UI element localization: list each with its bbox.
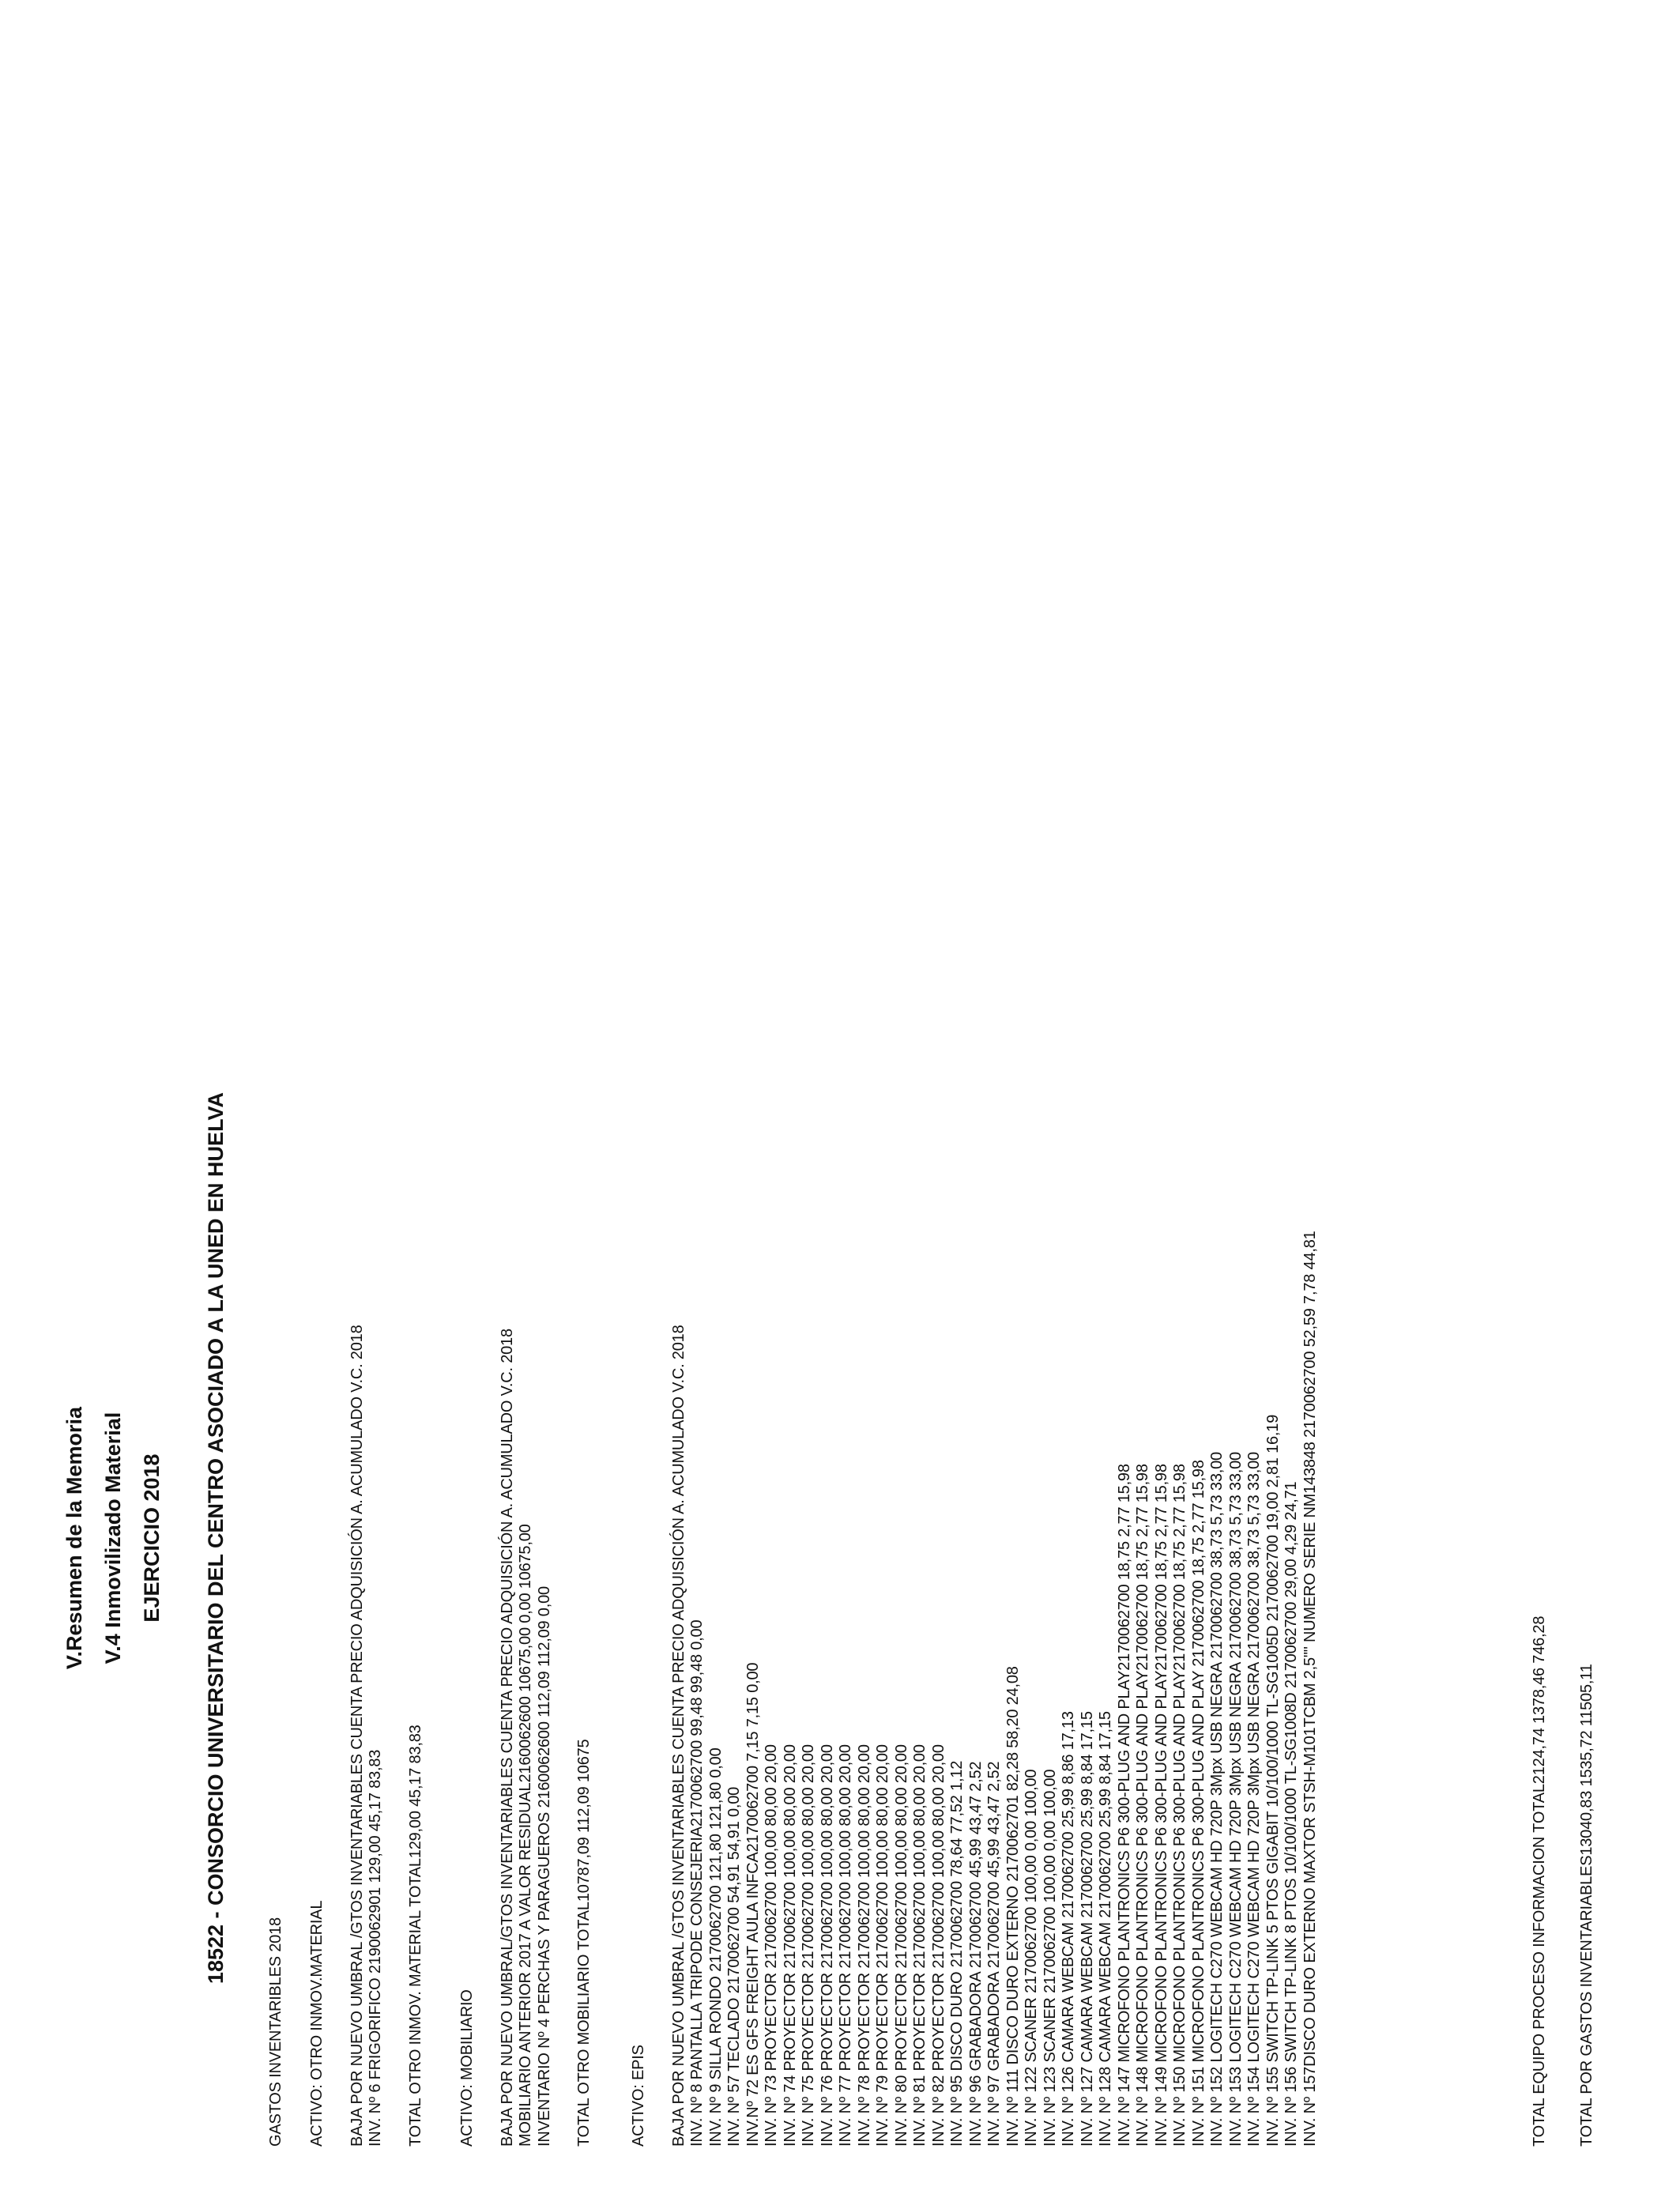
asset-line: INV. Nº 96 GRABADORA 2170062700 45,99 43,47 2,52	[966, 1761, 985, 2147]
asset-line: INV. Nº 123 SCANER 2170062700 100,00 0,00 100,00	[1041, 1769, 1059, 2147]
asset-line: INV. Nº 148 MICROFONO PLANTRONICS P6 300-PLUG AND PLAY2170062700 18,75 2,77 15,98	[1134, 1464, 1151, 2147]
header-inmovilizado: V.4 Inmovilizado Material	[101, 1412, 125, 1664]
asset-line: INV. Nº 78 PROYECTOR 2170062700 100,00 80,00 20,00	[855, 1744, 873, 2147]
asset-line: INV. Nº 95 DISCO DURO 2170062700 78,64 77,52 1,12	[948, 1760, 966, 2147]
asset-line: INV. Nº 79 PROYECTOR 2170062700 100,00 80,00 20,00	[874, 1744, 891, 2147]
asset-line: INV. Nº 150 MICROFONO PLANTRONICS P6 300-PLUG AND PLAY2170062700 18,75 2,77 15,98	[1171, 1464, 1188, 2147]
asset-line: INV. Nº 75 PROYECTOR 2170062700 100,00 80,00 20,00	[800, 1744, 817, 2147]
asset-line: INV. Nº 81 PROYECTOR 2170062700 100,00 80,00 20,00	[911, 1744, 929, 2147]
asset-line: INV. Nº 128 CAMARA WEBCAM 2170062700 25,99 8,84 17,15	[1097, 1711, 1114, 2147]
asset-line: INV. Nº 80 PROYECTOR 2170062700 100,00 80,00 20,00	[892, 1744, 910, 2147]
total-gastos: TOTAL POR GASTOS INVENTARIABLES13040,83 1535,72 11505,11	[1578, 1664, 1595, 2147]
asset-line: INV. Nº 156 SWITCH TP-LINK 8 PTOS 10/100/1000 TL-SG1008D 2170062700 29,00 4,29 24,71	[1283, 1481, 1300, 2147]
asset-line: INV. Nº 153 LOGITECH C270 WEBCAM HD 720P 3Mpx USB NEGRA 2170062700 38,73 5,73 33,00	[1226, 1452, 1245, 2147]
header-ejercicio: EJERCICIO 2018	[140, 1453, 164, 1623]
column-header: BAJA POR NUEVO UMBRAL /GTOS INVENTARIABLES CUENTA PRECIO ADQUISICIÓN A. ACUMULADO V.C. 2018	[348, 1325, 366, 2147]
header-memoria: V.Resumen de la Memoria	[62, 1406, 86, 1670]
column-header: BAJA POR NUEVO UMBRAL /GTOS INVENTARIABLES CUENTA PRECIO ADQUISICIÓN A. ACUMULADO V.C. 2018	[669, 1325, 687, 2147]
asset-line: INV. Nº 97 GRABADORA 2170062700 45,99 43,47 2,52	[985, 1761, 1003, 2147]
asset-line: INV.Nº 72 ES GFS FREIGHT AULA INFCA2170062700 7,15 7,15 0,00	[744, 1662, 762, 2147]
asset-line: INV. Nº 147 MICROFONO PLANTRONICS P6 300-PLUG AND PLAY2170062700 18,75 2,77 15,98	[1115, 1464, 1133, 2147]
section-total: TOTAL OTRO MOBILIARIO TOTAL10787,09 112,09 10675	[575, 1739, 593, 2147]
asset-line: INV. Nº 155 SWITCH TP-LINK 5 PTOS GIGABIT 10/100/1000 TL-SG1005D 2170062700 19,00 2,81 16,19	[1264, 1414, 1282, 2147]
section-epis	[630, 1231, 1320, 2147]
asset-line: INV. Nº 76 PROYECTOR 2170062700 100,00 80,00 20,00	[818, 1744, 836, 2147]
asset-line: INV. Nº 77 PROYECTOR 2170062700 100,00 80,00 20,00	[837, 1744, 854, 2147]
asset-line: INVENTARIO Nº 4 PERCHAS Y PARAGUEROS 2160062600 112,09 112,09 0,00	[535, 1586, 553, 2147]
asset-line: INV. Nº 157DISCO DURO EXTERNO MAXTOR STSH-M101TCBM 2,5"" NUMERO SERIE NM143848 2170062700 52,59 7,78 44,81	[1301, 1231, 1319, 2147]
asset-line: INV. Nº 149 MICROFONO PLANTRONICS P6 300-PLUG AND PLAY2170062700 18,75 2,77 15,98	[1152, 1464, 1170, 2147]
asset-line: INV. Nº 122 SCANER 2170062700 100,00 0,00 100,00	[1023, 1769, 1040, 2147]
asset-line: INV. Nº 74 PROYECTOR 2170062700 100,00 80,00 20,00	[781, 1744, 799, 2147]
total-equipo: TOTAL EQUIPO PROCESO INFORMACION TOTAL2124,74 1378,46 746,28	[1531, 1615, 1548, 2147]
asset-line: INV. Nº 126 CAMARA WEBCAM 2170062700 25,99 8,86 17,13	[1060, 1711, 1077, 2147]
asset-line: INV. Nº 82 PROYECTOR 2170062700 100,00 80,00 20,00	[929, 1744, 947, 2147]
header-consorcio: 18522 - CONSORCIO UNIVERSITARIO DEL CENTRO ASOCIADO A LA UNED EN HUELVA	[204, 1091, 228, 1985]
asset-line: INV. Nº 8 PANTALLA TRIPODE CONSEJERIA2170062700 99,48 99,48 0,00	[688, 1619, 706, 2147]
activo-label: ACTIVO: EPIS	[630, 2045, 647, 2147]
asset-line: INV. Nº 151 MICROFONO PLANTRONICS P6 300-PLUG AND PLAY 2170062700 18,75 2,77 15,98	[1189, 1460, 1207, 2147]
activo-label: ACTIVO: OTRO INMOV.MATERIAL	[308, 1900, 326, 2147]
gastos-title: GASTOS INVENTARIBLES 2018	[267, 1917, 284, 2147]
asset-line: INV. Nº 127 CAMARA WEBCAM 2170062700 25,99 8,84 17,15	[1078, 1711, 1096, 2147]
section-total: TOTAL OTRO INMOV. MATERIAL TOTAL129,00 45,17 83,83	[406, 1725, 424, 2147]
asset-line: INV. Nº 9 SILLA RONDO 2170062700 121,80 121,80 0,00	[706, 1747, 725, 2147]
asset-line: INV. Nº 111 DISCO DURO EXTERNO 2170062701 82,28 58,20 24,08	[1004, 1666, 1022, 2147]
column-header: BAJA POR NUEVO UMBRAL/GTOS INVENTARIABLES CUENTA PRECIO ADQUISICIÓN A. ACUMULADO V.C. 2018	[498, 1329, 516, 2147]
asset-line: INV. Nº 57 TECLADO 2170062700 54,91 54,91 0,00	[725, 1786, 743, 2147]
asset-line: INV. Nº 6 FRIGORIFICO 2190062901 129,00 45,17 83,83	[367, 1749, 384, 2147]
section-mobiliario	[458, 1329, 594, 2147]
asset-line: INV. Nº 152 LOGITECH C270 WEBCAM HD 720P 3Mpx USB NEGRA 2170062700 38,73 5,73 33,00	[1208, 1452, 1226, 2147]
activo-label: ACTIVO: MOBILIARIO	[458, 1989, 476, 2147]
asset-line: MOBILIARIO ANTERIOR 2017 A VALOR RESIDUAL2160062600 10675,00 0,00 10675,00	[517, 1524, 534, 2147]
section-otro-inmov	[308, 1325, 425, 2147]
asset-line: INV. Nº 154 LOGITECH C270 WEBCAM HD 720P 3Mpx USB NEGRA 2170062700 38,73 5,73 33,00	[1245, 1452, 1263, 2147]
asset-line: INV. Nº 73 PROYECTOR 2170062700 100,00 80,00 20,00	[763, 1744, 780, 2147]
